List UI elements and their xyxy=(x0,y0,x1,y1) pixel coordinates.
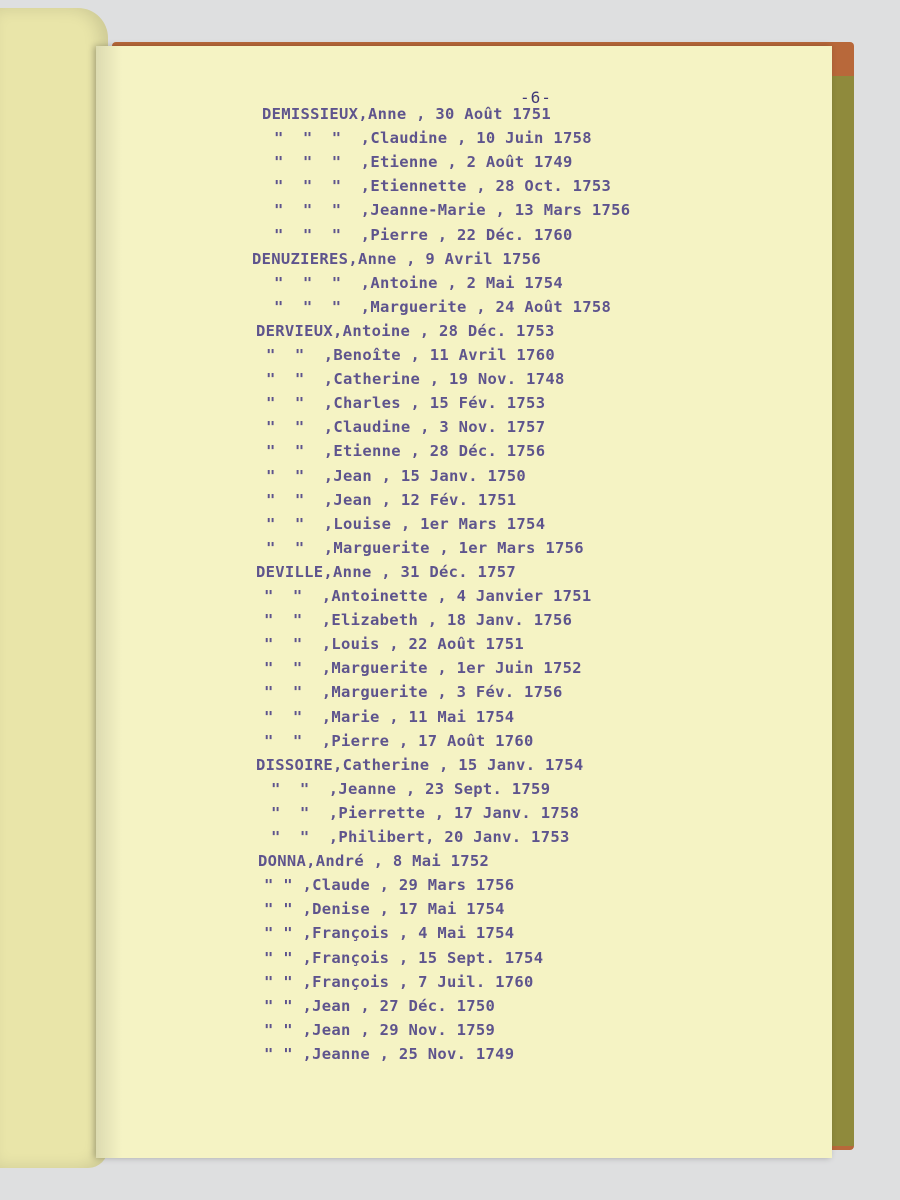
entry-line: " " ,Claude , 29 Mars 1756 xyxy=(264,876,515,895)
entry-line: " " ,Catherine , 19 Nov. 1748 xyxy=(266,370,565,389)
entry-line: " " ,Jeanne , 23 Sept. 1759 xyxy=(271,779,551,798)
entry-line: " " " ,Marguerite , 24 Août 1758 xyxy=(274,297,612,316)
entry-line: " " ,Jeanne , 25 Nov. 1749 xyxy=(264,1044,515,1063)
entry-line: " " ,Marguerite , 3 Fév. 1756 xyxy=(264,683,563,702)
entry-line: " " ,François , 7 Juil. 1760 xyxy=(264,972,534,991)
entry-line: " " ,Louis , 22 Août 1751 xyxy=(264,635,525,654)
entry-line: " " ,Pierre , 17 Août 1760 xyxy=(264,731,534,750)
entry-line: DONNA,André , 8 Mai 1752 xyxy=(258,852,490,871)
entry-line: " " ,Marguerite , 1er Mars 1756 xyxy=(266,538,584,557)
entry-line: " " ,Pierrette , 17 Janv. 1758 xyxy=(271,803,580,822)
entry-line: " " ,Claudine , 3 Nov. 1757 xyxy=(266,418,546,437)
entry-line: " " ,Philibert, 20 Janv. 1753 xyxy=(271,828,570,846)
entry-line: " " " ,Etienne , 2 Août 1749 xyxy=(274,153,573,172)
entry-line: " " ,Jean , 29 Nov. 1759 xyxy=(264,1020,496,1039)
entry-line: " " " ,Etiennette , 28 Oct. 1753 xyxy=(274,177,612,196)
entry-line: " " ,Benoîte , 11 Avril 1760 xyxy=(266,346,555,364)
entry-line: " " " ,Pierre , 22 Déc. 1760 xyxy=(274,225,573,244)
entry-line: " " ,Louise , 1er Mars 1754 xyxy=(266,514,546,533)
entry-line: " " ,François , 15 Sept. 1754 xyxy=(264,948,544,967)
entry-line: DEVILLE,Anne , 31 Déc. 1757 xyxy=(256,562,517,581)
gutter-shadow xyxy=(96,46,122,1158)
entry-line: " " ,Denise , 17 Mai 1754 xyxy=(264,900,505,919)
entry-line: " " ,Marie , 11 Mai 1754 xyxy=(264,707,515,726)
page-number: -6- xyxy=(520,88,552,107)
entry-line: " " ,Jean , 15 Janv. 1750 xyxy=(266,466,527,485)
entry-line: " " ,Elizabeth , 18 Janv. 1756 xyxy=(264,611,573,630)
entry-line: " " " ,Claudine , 10 Juin 1758 xyxy=(274,129,592,148)
entry-line: " " " ,Jeanne-Marie , 13 Mars 1756 xyxy=(274,201,631,220)
typed-page xyxy=(96,46,832,1158)
entry-line: DEMISSIEUX,Anne , 30 Août 1751 xyxy=(262,105,551,123)
entry-line: " " ,Jean , 12 Fév. 1751 xyxy=(266,490,517,509)
entry-line: " " ,Marguerite , 1er Juin 1752 xyxy=(264,659,582,678)
entry-line: " " ,François , 4 Mai 1754 xyxy=(264,924,515,943)
entry-line: " " ,Charles , 15 Fév. 1753 xyxy=(266,394,546,413)
entry-line: DISSOIRE,Catherine , 15 Janv. 1754 xyxy=(256,755,584,774)
entry-line: " " ,Jean , 27 Déc. 1750 xyxy=(264,996,496,1015)
entry-line: DERVIEUX,Antoine , 28 Déc. 1753 xyxy=(256,321,555,340)
left-page xyxy=(0,8,108,1168)
entry-line: DENUZIERES,Anne , 9 Avril 1756 xyxy=(252,249,541,268)
entry-line: " " ,Antoinette , 4 Janvier 1751 xyxy=(264,587,592,605)
entry-line: " " ,Etienne , 28 Déc. 1756 xyxy=(266,442,546,461)
entry-line: " " " ,Antoine , 2 Mai 1754 xyxy=(274,273,563,292)
